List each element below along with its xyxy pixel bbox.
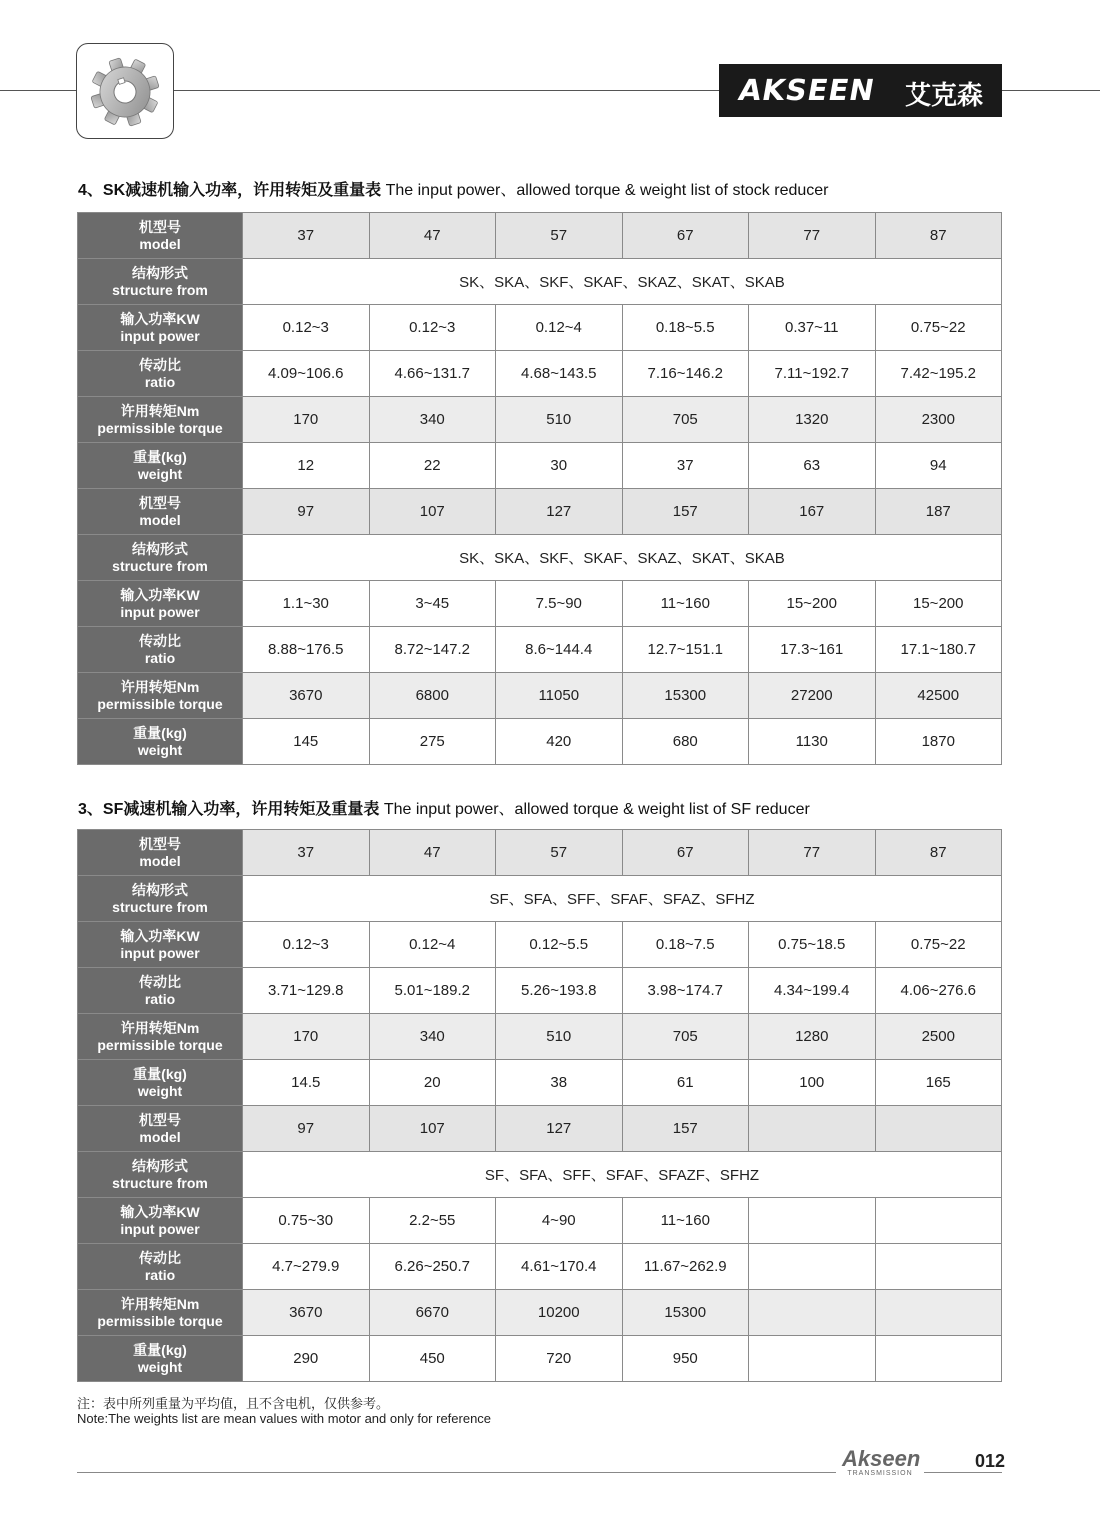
sk-spec-table: [77, 212, 1002, 765]
table-cell: [875, 1290, 1002, 1336]
row-label-cn: 传动比: [139, 632, 181, 649]
row-label-cn: 输入功率KW: [120, 310, 200, 327]
row-label-en: weight: [137, 1082, 183, 1099]
table-cell: 1280: [749, 1014, 876, 1060]
table-cell: 30: [496, 443, 623, 489]
table-cell: 3.98~174.7: [622, 968, 749, 1014]
table-row: [78, 489, 1002, 535]
row-label: [78, 1198, 243, 1244]
row-label: [78, 1244, 243, 1290]
table-cell: 145: [243, 719, 370, 765]
row-label-en: ratio: [144, 649, 176, 666]
table-cell: 420: [496, 719, 623, 765]
table-cell: 340: [369, 397, 496, 443]
row-label-en: ratio: [144, 990, 176, 1007]
structure-cell: SF、SFA、SFF、SFAF、SFAZ、SFHZ: [243, 876, 1002, 922]
table-row: [78, 305, 1002, 351]
table-cell: 4.68~143.5: [496, 351, 623, 397]
row-label-en: input power: [120, 603, 200, 620]
table-cell: 165: [875, 1060, 1002, 1106]
footer-logo-subtext: TRANSMISSION: [847, 1470, 913, 1477]
table-row: [78, 443, 1002, 489]
row-label-cn: 传动比: [139, 973, 181, 990]
table-cell: 3.71~129.8: [243, 968, 370, 1014]
table-cell: 15~200: [875, 581, 1002, 627]
table-cell: 0.12~3: [243, 922, 370, 968]
table-cell: 11~160: [622, 581, 749, 627]
table-cell: 67: [622, 830, 749, 876]
row-label-en: model: [139, 1128, 181, 1145]
structure-cell: SK、SKA、SKF、SKAF、SKAZ、SKAT、SKAB: [243, 259, 1002, 305]
table-cell: 510: [496, 1014, 623, 1060]
table-cell: 12: [243, 443, 370, 489]
footer-logo-text: Akseen: [842, 1446, 921, 1471]
table-row: [78, 535, 1002, 581]
table-cell: 705: [622, 1014, 749, 1060]
table-cell: 22: [369, 443, 496, 489]
table-cell: 4.61~170.4: [496, 1244, 623, 1290]
table-cell: 11050: [496, 673, 623, 719]
row-label: [78, 1106, 243, 1152]
table-cell: 57: [496, 213, 623, 259]
table-cell: 12.7~151.1: [622, 627, 749, 673]
table-cell: 157: [622, 1106, 749, 1152]
table-cell: 20: [369, 1060, 496, 1106]
footnote: [77, 1396, 491, 1426]
row-label: [78, 1060, 243, 1106]
table-cell: 0.75~22: [875, 305, 1002, 351]
gear-icon: [85, 50, 165, 130]
row-label-cn: 机型号: [139, 218, 181, 235]
row-label-cn: 结构形式: [132, 540, 188, 557]
table-cell: 2.2~55: [369, 1198, 496, 1244]
table-cell: 6.26~250.7: [369, 1244, 496, 1290]
structure-cell: SK、SKA、SKF、SKAF、SKAZ、SKAT、SKAB: [243, 535, 1002, 581]
table-cell: [749, 1336, 876, 1382]
brand-name-latin: AKSEEN: [736, 73, 878, 107]
section-title-en: The input power、allowed torque & weight list of stock reducer: [385, 182, 829, 199]
brand-banner: [719, 64, 1002, 117]
table-cell: 127: [496, 1106, 623, 1152]
row-label-cn: 机型号: [139, 835, 181, 852]
row-label-en: permissible torque: [97, 1036, 223, 1053]
table-cell: 167: [749, 489, 876, 535]
table-row: [78, 1290, 1002, 1336]
table-cell: 4.06~276.6: [875, 968, 1002, 1014]
table-row: [78, 830, 1002, 876]
row-label-cn: 重量(kg): [133, 1341, 187, 1358]
table-cell: 950: [622, 1336, 749, 1382]
table-row: [78, 351, 1002, 397]
row-label-cn: 结构形式: [132, 1157, 188, 1174]
table-row: [78, 1106, 1002, 1152]
table-cell: 0.75~18.5: [749, 922, 876, 968]
table-cell: 7.42~195.2: [875, 351, 1002, 397]
row-label-en: weight: [137, 741, 183, 758]
table-cell: 10200: [496, 1290, 623, 1336]
row-label-cn: 许用转矩Nm: [120, 678, 200, 695]
table-row: [78, 213, 1002, 259]
table-cell: 340: [369, 1014, 496, 1060]
row-label: [78, 876, 243, 922]
table-cell: [749, 1106, 876, 1152]
table-row: [78, 876, 1002, 922]
table-cell: 94: [875, 443, 1002, 489]
table-cell: 47: [369, 830, 496, 876]
table-cell: 7.5~90: [496, 581, 623, 627]
table-cell: 61: [622, 1060, 749, 1106]
table-cell: 3~45: [369, 581, 496, 627]
table-cell: 5.26~193.8: [496, 968, 623, 1014]
row-label-cn: 机型号: [139, 1111, 181, 1128]
row-label: [78, 259, 243, 305]
table-cell: 0.75~30: [243, 1198, 370, 1244]
section-title-sf: [78, 796, 810, 819]
table-row: [78, 1014, 1002, 1060]
row-label: [78, 305, 243, 351]
table-row: [78, 673, 1002, 719]
table-row: [78, 719, 1002, 765]
row-label-cn: 结构形式: [132, 881, 188, 898]
table-cell: 127: [496, 489, 623, 535]
row-label: [78, 443, 243, 489]
table-cell: 4.7~279.9: [243, 1244, 370, 1290]
row-label-cn: 许用转矩Nm: [120, 1295, 200, 1312]
row-label-en: ratio: [144, 373, 176, 390]
row-label: [78, 627, 243, 673]
table-cell: 11.67~262.9: [622, 1244, 749, 1290]
table-cell: 6670: [369, 1290, 496, 1336]
row-label: [78, 1290, 243, 1336]
row-label-cn: 传动比: [139, 1249, 181, 1266]
table-cell: 0.12~4: [496, 305, 623, 351]
table-cell: 87: [875, 830, 1002, 876]
row-label-en: permissible torque: [97, 695, 223, 712]
row-label: [78, 1336, 243, 1382]
row-label: [78, 489, 243, 535]
structure-cell: SF、SFA、SFF、SFAF、SFAZF、SFHZ: [243, 1152, 1002, 1198]
table-row: [78, 581, 1002, 627]
table-cell: 63: [749, 443, 876, 489]
table-row: [78, 968, 1002, 1014]
row-label-en: model: [139, 235, 181, 252]
table-cell: 4.34~199.4: [749, 968, 876, 1014]
table-cell: 170: [243, 1014, 370, 1060]
footer-logo: [842, 1446, 921, 1478]
table-cell: 8.88~176.5: [243, 627, 370, 673]
table-cell: 57: [496, 830, 623, 876]
table-row: [78, 627, 1002, 673]
table-cell: 15300: [622, 673, 749, 719]
table-cell: 0.37~11: [749, 305, 876, 351]
table-cell: 4~90: [496, 1198, 623, 1244]
table-cell: 37: [243, 830, 370, 876]
table-cell: 680: [622, 719, 749, 765]
row-label: [78, 535, 243, 581]
section-title-cn: 4、SK减速机输入功率，许用转矩及重量表: [78, 182, 382, 199]
section-title-en: The input power、allowed torque & weight list of SF reducer: [383, 801, 810, 818]
row-label-en: weight: [137, 1358, 183, 1375]
row-label-en: model: [139, 511, 181, 528]
table-cell: 4.09~106.6: [243, 351, 370, 397]
table-cell: 6800: [369, 673, 496, 719]
table-cell: [875, 1198, 1002, 1244]
table-cell: 27200: [749, 673, 876, 719]
table-cell: 2300: [875, 397, 1002, 443]
row-label-cn: 输入功率KW: [120, 1203, 200, 1220]
row-label-en: structure from: [112, 557, 208, 574]
section-title-sk: [78, 177, 829, 200]
row-label-en: input power: [120, 327, 200, 344]
row-label-cn: 重量(kg): [133, 1065, 187, 1082]
table-cell: [749, 1290, 876, 1336]
row-label: [78, 830, 243, 876]
section-title-cn: 3、SF减速机输入功率，许用转矩及重量表: [78, 801, 380, 818]
table-cell: 11~160: [622, 1198, 749, 1244]
table-cell: 77: [749, 213, 876, 259]
row-label-cn: 重量(kg): [133, 724, 187, 741]
table-cell: 97: [243, 489, 370, 535]
table-cell: 15300: [622, 1290, 749, 1336]
table-cell: 37: [622, 443, 749, 489]
row-label-en: structure from: [112, 898, 208, 915]
table-cell: 450: [369, 1336, 496, 1382]
sf-spec-table: [77, 829, 1002, 1382]
row-label-en: input power: [120, 1220, 200, 1237]
table-cell: [749, 1244, 876, 1290]
row-label: [78, 719, 243, 765]
table-cell: 0.12~3: [243, 305, 370, 351]
table-row: [78, 1198, 1002, 1244]
row-label: [78, 351, 243, 397]
row-label-cn: 重量(kg): [133, 448, 187, 465]
table-cell: 705: [622, 397, 749, 443]
table-cell: 290: [243, 1336, 370, 1382]
table-cell: 17.3~161: [749, 627, 876, 673]
table-cell: 157: [622, 489, 749, 535]
table-cell: 4.66~131.7: [369, 351, 496, 397]
row-label-en: model: [139, 852, 181, 869]
table-cell: 0.12~3: [369, 305, 496, 351]
row-label: [78, 1152, 243, 1198]
table-cell: 1.1~30: [243, 581, 370, 627]
row-label-en: input power: [120, 944, 200, 961]
table-cell: 0.12~4: [369, 922, 496, 968]
table-cell: 107: [369, 489, 496, 535]
table-cell: 17.1~180.7: [875, 627, 1002, 673]
table-cell: [749, 1198, 876, 1244]
gear-logo-box: [76, 43, 174, 139]
table-cell: 8.6~144.4: [496, 627, 623, 673]
table-cell: 0.75~22: [875, 922, 1002, 968]
table-cell: 1870: [875, 719, 1002, 765]
table-cell: 97: [243, 1106, 370, 1152]
table-cell: 510: [496, 397, 623, 443]
table-cell: 2500: [875, 1014, 1002, 1060]
table-cell: 3670: [243, 673, 370, 719]
table-cell: 47: [369, 213, 496, 259]
table-cell: [875, 1244, 1002, 1290]
row-label-cn: 结构形式: [132, 264, 188, 281]
page-number: 012: [975, 1451, 1006, 1471]
table-cell: 720: [496, 1336, 623, 1382]
table-row: [78, 259, 1002, 305]
table-cell: 1130: [749, 719, 876, 765]
table-cell: 7.16~146.2: [622, 351, 749, 397]
row-label-cn: 输入功率KW: [120, 586, 200, 603]
row-label: [78, 581, 243, 627]
footnote-cn: 注：表中所列重量为平均值，且不含电机，仅供参考。: [77, 1396, 390, 1411]
table-cell: 3670: [243, 1290, 370, 1336]
brand-name-chinese: 艾克森: [905, 81, 984, 111]
row-label-cn: 输入功率KW: [120, 927, 200, 944]
table-cell: 38: [496, 1060, 623, 1106]
row-label-en: weight: [137, 465, 183, 482]
table-cell: 37: [243, 213, 370, 259]
table-cell: 0.12~5.5: [496, 922, 623, 968]
table-cell: 15~200: [749, 581, 876, 627]
table-cell: 67: [622, 213, 749, 259]
table-row: [78, 1244, 1002, 1290]
table-cell: [875, 1336, 1002, 1382]
table-cell: 1320: [749, 397, 876, 443]
table-row: [78, 1336, 1002, 1382]
row-label-en: ratio: [144, 1266, 176, 1283]
row-label-en: permissible torque: [97, 1312, 223, 1329]
table-cell: 107: [369, 1106, 496, 1152]
row-label-cn: 机型号: [139, 494, 181, 511]
footnote-en: Note:The weights list are mean values with motor and only for reference: [77, 1411, 492, 1426]
table-cell: 7.11~192.7: [749, 351, 876, 397]
row-label-en: structure from: [112, 281, 208, 298]
table-cell: [875, 1106, 1002, 1152]
row-label-cn: 传动比: [139, 356, 181, 373]
table-cell: 42500: [875, 673, 1002, 719]
table-row: [78, 1152, 1002, 1198]
table-cell: 14.5: [243, 1060, 370, 1106]
row-label: [78, 922, 243, 968]
table-cell: 275: [369, 719, 496, 765]
table-cell: 0.18~7.5: [622, 922, 749, 968]
row-label: [78, 213, 243, 259]
table-row: [78, 922, 1002, 968]
row-label-cn: 许用转矩Nm: [120, 402, 200, 419]
table-cell: 8.72~147.2: [369, 627, 496, 673]
table-row: [78, 1060, 1002, 1106]
table-cell: 0.18~5.5: [622, 305, 749, 351]
row-label: [78, 968, 243, 1014]
row-label-cn: 许用转矩Nm: [120, 1019, 200, 1036]
table-cell: 187: [875, 489, 1002, 535]
table-cell: 5.01~189.2: [369, 968, 496, 1014]
table-cell: 170: [243, 397, 370, 443]
row-label-en: structure from: [112, 1174, 208, 1191]
row-label: [78, 397, 243, 443]
table-row: [78, 397, 1002, 443]
row-label: [78, 1014, 243, 1060]
table-cell: 87: [875, 213, 1002, 259]
table-cell: 100: [749, 1060, 876, 1106]
row-label: [78, 673, 243, 719]
row-label-en: permissible torque: [97, 419, 223, 436]
table-cell: 77: [749, 830, 876, 876]
